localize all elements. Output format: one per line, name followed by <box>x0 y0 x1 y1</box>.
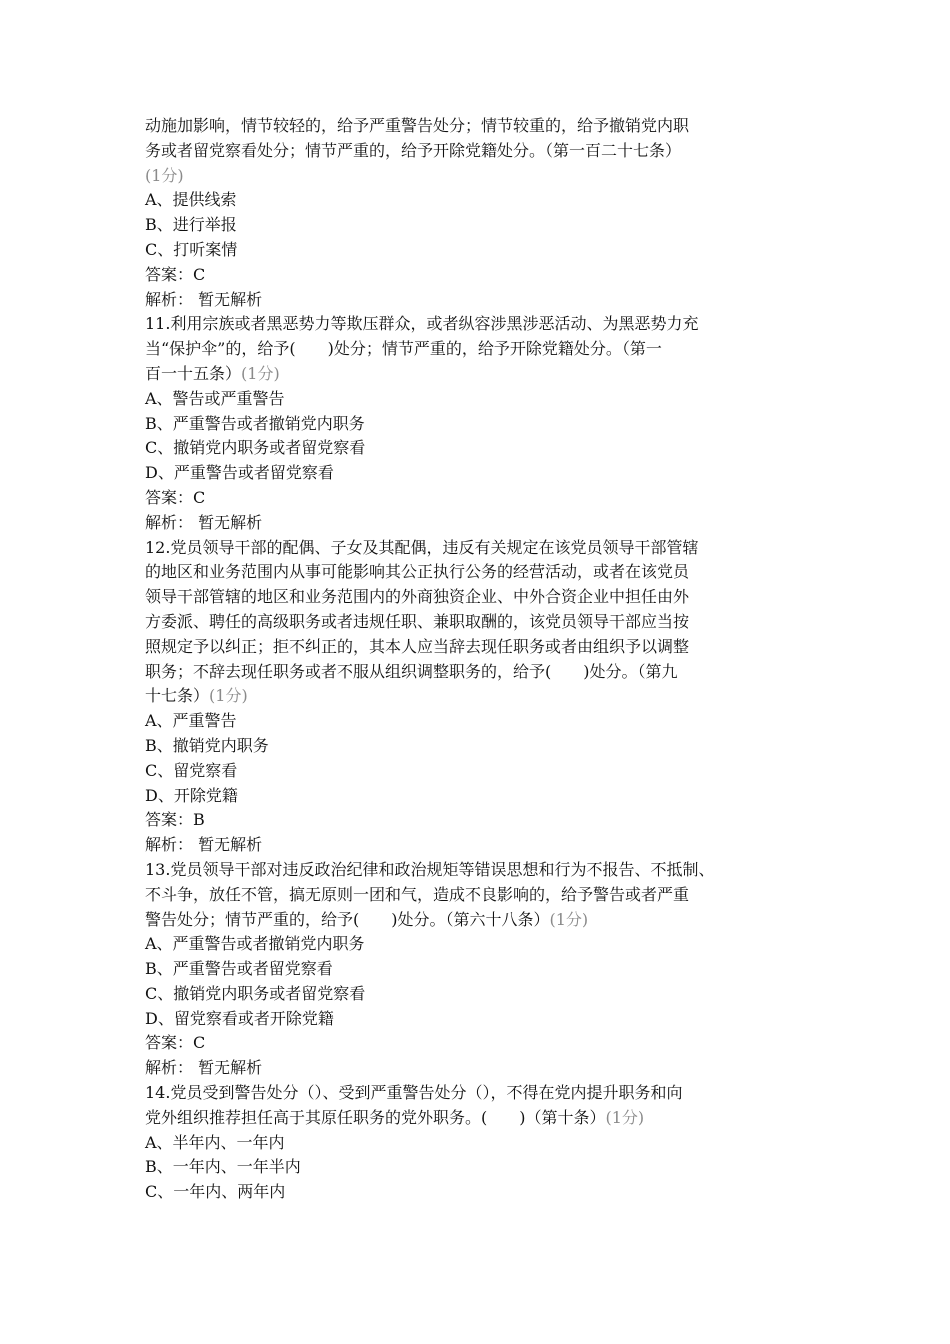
line-text: 14.党员受到警告处分（）、受到严重警告处分（），不得在党内提升职务和向 <box>145 1083 683 1103</box>
text-line <box>145 511 825 536</box>
line-text: 照规定予以纠正；拒不纠正的，其本人应当辞去现任职务或者由组织予以调整 <box>145 636 690 656</box>
text-line <box>145 312 825 337</box>
line-text: 警告处分；情节严重的，给予( )处分。（第六十八条） <box>145 909 550 929</box>
text-line <box>145 1131 825 1156</box>
line-text: 的地区和业务范围内从事可能影响其公正执行公务的经营活动，或者在该党员 <box>145 562 690 582</box>
line-text: A、提供线索 <box>145 190 237 210</box>
score-label: (1分) <box>241 363 280 383</box>
text-line <box>145 610 825 635</box>
line-text: C、留党察看 <box>145 760 238 780</box>
text-line <box>145 1081 825 1106</box>
line-text: B、撤销党内职务 <box>145 735 269 755</box>
line-text: 党外组织推荐担任高于其原任职务的党外职务。( )（第十条） <box>145 1107 606 1127</box>
text-line <box>145 1180 825 1205</box>
score-label: (1分) <box>549 909 589 929</box>
line-text: A、半年内、一年内 <box>145 1132 285 1152</box>
text-line <box>145 387 825 412</box>
line-text: C、撤销党内职务或者留党察看 <box>145 438 366 458</box>
text-line <box>145 362 825 387</box>
line-text: 当“保护伞”的，给予( )处分；情节严重的，给予开除党籍处分。（第一 <box>145 339 662 359</box>
line-text: A、严重警告 <box>145 711 237 731</box>
line-text: 不斗争，放任不管，搞无原则一团和气，造成不良影响的，给予警告或者严重 <box>145 884 690 904</box>
text-line <box>145 684 825 709</box>
line-text: 解析： 暂无解析 <box>145 512 263 532</box>
text-line <box>145 1031 825 1056</box>
line-text: 解析： 暂无解析 <box>145 835 263 855</box>
line-text: B、一年内、一年半内 <box>145 1157 301 1177</box>
line-text: 12.党员领导干部的配偶、子女及其配偶，违反有关规定在该党员领导干部管辖 <box>145 537 699 557</box>
text-line <box>145 759 825 784</box>
line-text: A、严重警告或者撤销党内职务 <box>145 934 365 954</box>
text-line <box>145 560 825 585</box>
text-line <box>145 139 825 164</box>
line-text: A、警告或严重警告 <box>145 388 285 408</box>
line-text: 百一十五条） <box>145 363 242 383</box>
line-text: 答案：C <box>145 1033 206 1053</box>
text-line <box>145 635 825 660</box>
line-text: D、留党察看或者开除党籍 <box>145 1008 334 1028</box>
text-line <box>145 188 825 213</box>
score-label: (1分) <box>145 165 184 185</box>
line-text: 答案：C <box>145 264 206 284</box>
line-text: D、开除党籍 <box>145 785 238 805</box>
line-text: C、一年内、两年内 <box>145 1182 286 1202</box>
line-text: 方委派、聘任的高级职务或者违规任职、兼职取酬的，该党员领导干部应当按 <box>145 611 690 631</box>
text-line <box>145 1155 825 1180</box>
text-line <box>145 932 825 957</box>
text-line <box>145 709 825 734</box>
text-line <box>145 288 825 313</box>
line-text: 答案：C <box>145 487 206 507</box>
line-text: 务或者留党察看处分；情节严重的，给予开除党籍处分。（第一百二十七条） <box>145 140 682 160</box>
text-line <box>145 412 825 437</box>
line-text: 职务；不辞去现任职务或者不服从组织调整职务的，给予( )处分。（第九 <box>145 661 678 681</box>
score-label: (1分) <box>605 1107 645 1127</box>
line-text: B、严重警告或者留党察看 <box>145 959 333 979</box>
line-text: B、严重警告或者撤销党内职务 <box>145 413 365 433</box>
text-line <box>145 660 825 685</box>
text-line <box>145 784 825 809</box>
line-text: 解析： 暂无解析 <box>145 1058 263 1078</box>
text-line <box>145 908 825 933</box>
text-line <box>145 486 825 511</box>
text-line <box>145 833 825 858</box>
line-text: 11.利用宗族或者黑恶势力等欺压群众，或者纵容涉黑涉恶活动、为黑恶势力充 <box>145 314 699 334</box>
document-page <box>145 114 825 1205</box>
line-text: D、严重警告或者留党察看 <box>145 463 334 483</box>
text-line <box>145 883 825 908</box>
text-line <box>145 337 825 362</box>
text-line <box>145 808 825 833</box>
line-text: 领导干部管辖的地区和业务范围内的外商独资企业、中外合资企业中担任由外 <box>145 587 690 607</box>
text-line <box>145 1106 825 1131</box>
line-text: C、打听案情 <box>145 239 238 259</box>
line-text: 13.党员领导干部对违反政治纪律和政治规矩等错误思想和行为不报告、不抵制、 <box>145 859 715 879</box>
line-text: C、撤销党内职务或者留党察看 <box>145 983 366 1003</box>
text-line <box>145 461 825 486</box>
text-line <box>145 263 825 288</box>
score-label: (1分) <box>209 686 248 706</box>
text-line <box>145 585 825 610</box>
text-line <box>145 536 825 561</box>
line-text: 解析： 暂无解析 <box>145 289 263 309</box>
text-line <box>145 957 825 982</box>
text-line <box>145 114 825 139</box>
text-line <box>145 1056 825 1081</box>
text-line <box>145 436 825 461</box>
text-line <box>145 238 825 263</box>
text-line <box>145 734 825 759</box>
line-text: B、进行举报 <box>145 215 237 235</box>
text-line <box>145 858 825 883</box>
text-line <box>145 164 825 189</box>
line-text: 动施加影响，情节较轻的，给予严重警告处分；情节较重的，给予撤销党内职 <box>145 116 690 135</box>
text-line <box>145 213 825 238</box>
line-text: 答案：B <box>145 810 205 830</box>
text-line <box>145 1007 825 1032</box>
line-text: 十七条） <box>145 686 210 706</box>
text-line <box>145 982 825 1007</box>
